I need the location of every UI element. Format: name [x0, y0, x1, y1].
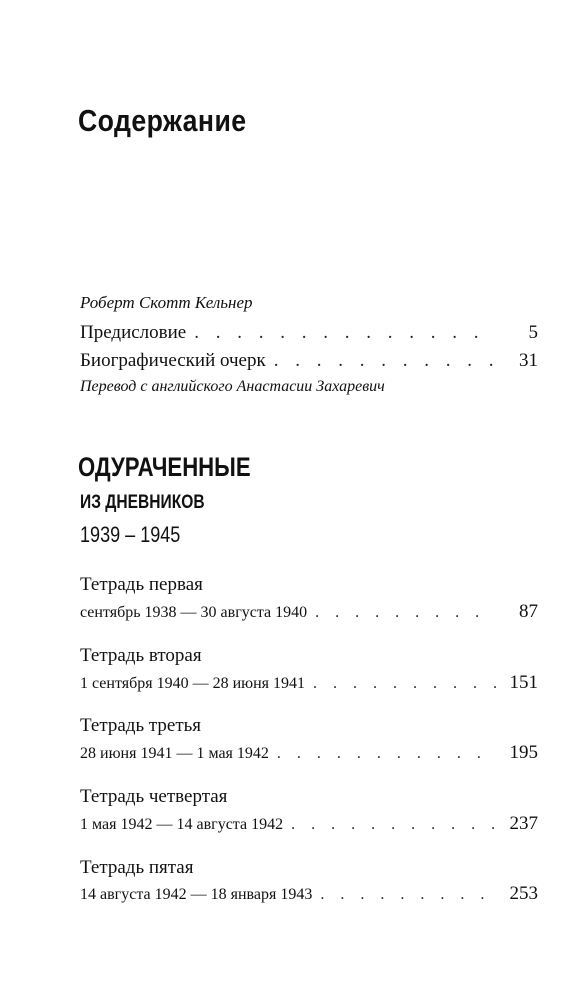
toc-entry-notebook-1[interactable] — [80, 601, 538, 623]
dot-leader — [283, 816, 496, 834]
toc-page-number: 151 — [509, 672, 538, 693]
notebook-title: Тетрадь первая — [80, 574, 203, 595]
dot-leader — [305, 675, 496, 693]
toc-page-number: 87 — [519, 601, 538, 622]
toc-page-number: 237 — [509, 813, 538, 834]
toc-entry-notebook-5[interactable] — [80, 883, 538, 905]
toc-page-number: 253 — [509, 883, 538, 904]
notebook-title: Тетрадь пятая — [80, 857, 194, 878]
dot-leader — [307, 604, 496, 622]
translator-credit: Перевод с английского Анастасии Захаревич — [80, 378, 385, 395]
toc-entry-notebook-2[interactable] — [80, 672, 538, 694]
front-author: Роберт Скотт Кельнер — [80, 293, 253, 312]
section-years: 1939 – 1945 — [80, 522, 181, 547]
toc-entry-preface[interactable] — [80, 322, 538, 344]
toc-entry-notebook-4[interactable] — [80, 813, 538, 835]
toc-page-number: 195 — [509, 742, 538, 763]
notebook-title: Тетрадь третья — [80, 715, 202, 736]
section-subtitle: ИЗ ДНЕВНИКОВ — [80, 492, 205, 513]
toc-entry-notebook-3[interactable] — [80, 742, 538, 764]
toc-page-number: 31 — [519, 350, 538, 371]
dot-leader — [186, 322, 496, 344]
notebook-title: Тетрадь вторая — [80, 645, 202, 666]
notebook-dates: 1 сентября 1940 — 28 июня 1941 — [80, 675, 306, 692]
notebook-dates: сентябрь 1938 — 30 августа 1940 — [80, 604, 308, 621]
toc-entry-label: Биографический очерк — [80, 350, 266, 371]
dot-leader — [312, 886, 496, 904]
section-title: ОДУРАЧЕННЫЕ — [78, 452, 251, 482]
toc-page-number: 5 — [528, 322, 538, 343]
toc-entry-label: Предисловие — [80, 322, 187, 343]
notebook-dates: 1 мая 1942 — 14 августа 1942 — [80, 816, 284, 833]
notebook-dates: 28 июня 1941 — 1 мая 1942 — [80, 745, 269, 762]
notebook-title: Тетрадь четвертая — [80, 786, 228, 807]
page-title: Содержание — [78, 103, 247, 138]
notebook-dates: 14 августа 1942 — 18 января 1943 — [80, 886, 313, 903]
dot-leader — [269, 745, 496, 763]
dot-leader — [266, 350, 496, 372]
toc-entry-bio-essay[interactable] — [80, 350, 538, 372]
